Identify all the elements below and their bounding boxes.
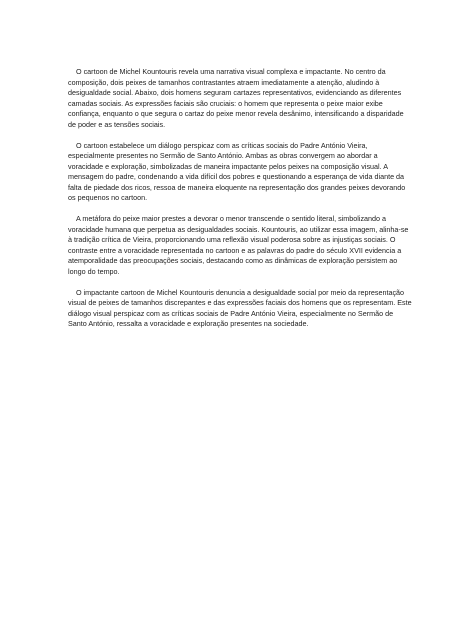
- paragraph-4: O impactante cartoon de Michel Kountouris denuncia a desigualdade social por meio da representação visual de peixes de tamanhos discrepantes e das expressões faciais dos homens que os representam. Este diálogo visual perspicaz com as críticas sociais de Padre António Vieira, especialmente no Sermão de Santo António, ressalta a voracidade e exploração presentes na sociedade.: [68, 287, 412, 328]
- paragraph-2: O cartoon estabelece um diálogo perspicaz com as críticas sociais do Padre António Vieira, especialmente presentes no Sermão de Santo António. Ambas as obras convergem ao abordar a voracidade e exploração, simbolizadas de maneira impactante pelos peixes na composição visual. A mensagem do padre, condenando a vida difícil dos pobres e questionando a esperança de vida diante da falta de piedade dos ricos, ressoa de maneira eloquente na representação dos grandes peixes devorando os pequenos no cartoon.: [68, 140, 406, 202]
- paragraph-3: A metáfora do peixe maior prestes a devorar o menor transcende o sentido literal, simbolizando a voracidade humana que perpetua as desigualdades sociais. Kountouris, ao utilizar essa imagem, alinha-se à tradição crítica de Vieira, proporcionando uma reflexão visual poderosa sobre as injustiças sociais. O contraste entre a voracidade representada no cartoon e as palavras do padre do século XVII evidencia a atemporalidade das preocupações sociais, destacando como as dinâmicas de exploração persistem ao longo do tempo.: [68, 214, 409, 276]
- document-body: [68, 67, 412, 340]
- paragraph-1: O cartoon de Michel Kountouris revela uma narrativa visual complexa e impactante. No centro da composição, dois peixes de tamanhos contrastantes atraem imediatamente a atenção, aludindo à desigualdade social. Abaixo, dois homens seguram cartazes representativos, evidenciando as diferentes camadas sociais. As expressões faciais são cruciais: o homem que representa o peixe maior exibe confiança, enquanto o que segura o cartaz do peixe menor revela desânimo, intensificando a disparidade de poder e as tensões sociais.: [68, 67, 404, 129]
